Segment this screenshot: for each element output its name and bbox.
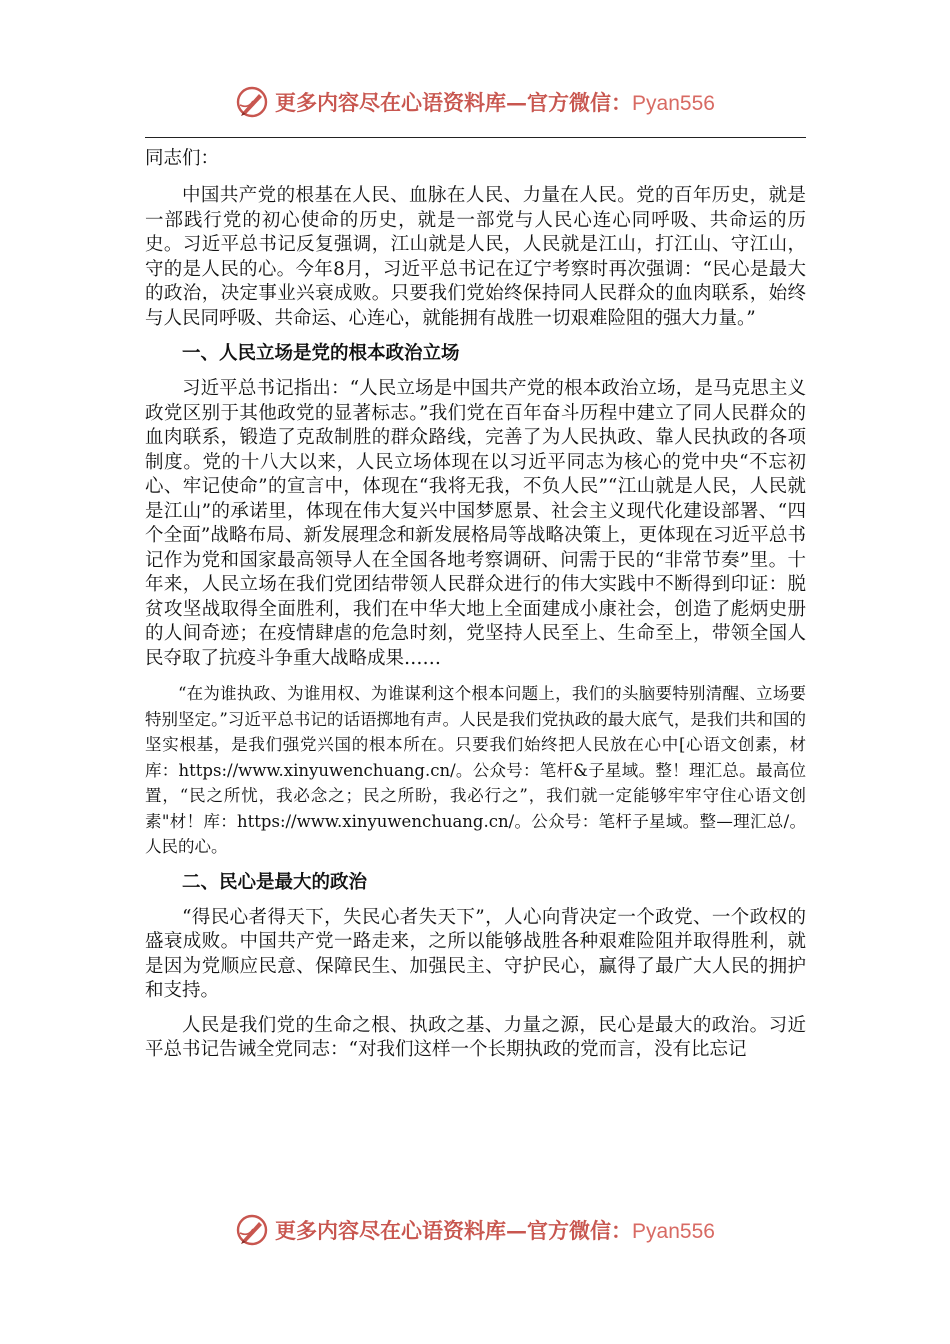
- header-divider: [145, 137, 806, 138]
- section-1-paragraph: “在为谁执政、为谁用权、为谁谋利这个根本问题上，我们的头脑要特别清醒、立场要特别坚定。”习近平总书记的话语掷地有声。人民是我们党执政的最大底气，是我们共和国的坚实根基，是我们强党兴国的根本所在。只要我们始终把人民放在心中[心语文创素，材库：https://www.xinyuwenchuang.cn/。公众号：笔杆&子星域。整！理汇总。最高位置，“民之所忧，我必念之；民之所盼，我必行之”，我们就一定能够牢牢守住心语文创素"材！库：https://www.xinyuwenchuang.cn/。公众号：笔杆子星域。整—理汇总/。人民的心。: [145, 684, 806, 856]
- pen-logo-icon: [235, 1213, 269, 1247]
- banner-wechat-id: Pyan556: [632, 1220, 715, 1243]
- footer-banner: [0, 1210, 950, 1250]
- section-2-paragraph: “得民心者得天下，失民心者失天下”，人心向背决定一个政党、一个政权的盛衰成败。中国共产党一路走来，之所以能够战胜各种艰难险阻并取得胜利，就是因为党顺应民意、保障民生、加强民主、守护民心，赢得了最广大人民的拥护和支持。: [145, 906, 806, 1001]
- document-body: [145, 146, 806, 1073]
- banner-wechat-id: Pyan556: [632, 92, 715, 115]
- intro-paragraph: 中国共产党的根基在人民、血脉在人民、力量在人民。党的百年历史，就是一部践行党的初心使命的历史，就是一部党与人民心连心同呼吸、共命运的历史。习近平总书记反复强调，江山就是人民，人民就是江山，打江山、守江山，守的是人民的心。今年8月，习近平总书记在辽宁考察时再次强调：“民心是最大的政治，决定事业兴衰成败。只要我们党始终保持同人民群众的血肉联系，始终与人民同呼吸、共命运、心连心，就能拥有战胜一切艰难险阻的强大力量。”: [145, 185, 806, 329]
- banner-text-cn: 更多内容尽在心语资料库—官方微信：: [275, 90, 633, 115]
- section-1-paragraph: 习近平总书记指出：“人民立场是中国共产党的根本政治立场，是马克思主义政党区别于其他政党的显著标志。”我们党在百年奋斗历程中建立了同人民群众的血肉联系，锻造了克敌制胜的群众路线，完善了为人民执政、靠人民执政的各项制度。党的十八大以来，人民立场体现在以习近平同志为核心的党中央“不忘初心、牢记使命”的宣言中，体现在“我将无我，不负人民”“江山就是人民，人民就是江山”的承诺里，体现在伟大复兴中国梦愿景、社会主义现代化建设部署、“四个全面”战略布局、新发展理念和新发展格局等战略决策上，更体现在习近平总书记作为党和国家最高领导人在全国各地考察调研、问需于民的“非常节奏”里。十年来，人民立场在我们党团结带领人民群众进行的伟大实践中不断得到印证：脱贫攻坚战取得全面胜利，我们在中华大地上全面建成小康社会，创造了彪炳史册的人间奇迹；在疫情肆虐的危急时刻，党坚持人民至上、生命至上，带领全国人民夺取了抗疫斗争重大战略成果……: [145, 378, 806, 669]
- salutation: 同志们：: [145, 148, 220, 169]
- header-banner: [0, 82, 950, 122]
- pen-logo-icon: [235, 85, 269, 119]
- banner-text: [275, 1215, 715, 1245]
- section-1-heading: 一、人民立场是党的根本政治立场: [182, 343, 460, 364]
- section-2-heading: 二、民心是最大的政治: [182, 871, 368, 893]
- banner-text: [275, 87, 715, 117]
- banner-text-cn: 更多内容尽在心语资料库—官方微信：: [275, 1218, 633, 1243]
- section-2-paragraph: 人民是我们党的生命之根、执政之基、力量之源，民心是最大的政治。习近平总书记告诫全党同志：“对我们这样一个长期执政的党而言，没有比忘记: [145, 1014, 806, 1060]
